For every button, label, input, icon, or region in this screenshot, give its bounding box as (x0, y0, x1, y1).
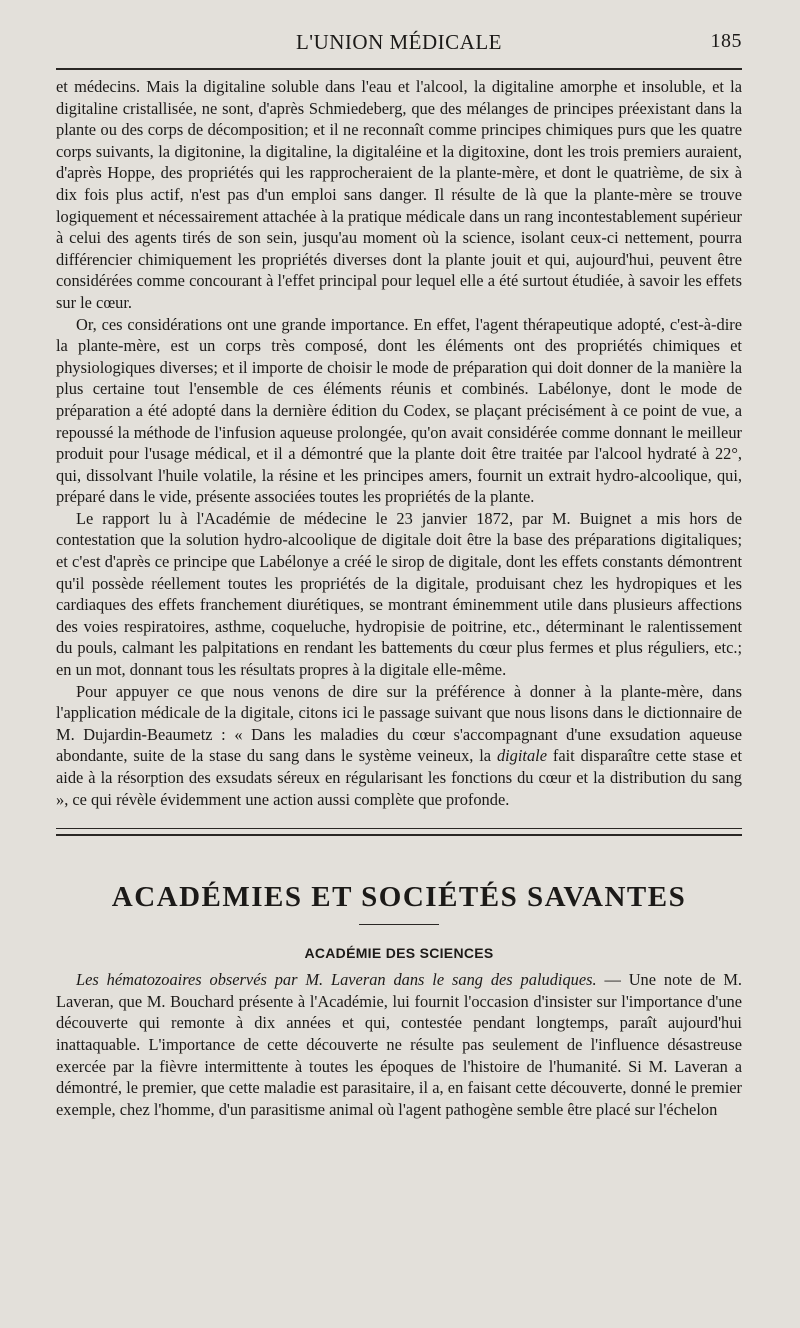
title-ornament-rule (359, 924, 439, 925)
citation-text-start: Pour appuyer ce que nous venons de dire sur la préférence à donner à la plante-mère, dans l'application médicale de la digitale, citons ici le passage suivant que nous lisons dans le dictionnaire de M. Dujardin-Beaumetz : « Dans les maladies du cœur s'accompagnant d'une exsudation aqueuse abondante, suite de la stase du sang dans le système veineux, la (56, 681, 742, 766)
section-title: ACADÉMIES ET SOCIÉTÉS SAVANTES (111, 881, 687, 914)
subsection-title: ACADÉMIE DES SCIENCES (304, 945, 494, 962)
paragraph-laveran (56, 969, 742, 1120)
paragraph-considerations: Or, ces considérations ont une grande importance. En effet, l'agent thérapeutique adopté, c'est-à-dire la plante-mère, est un corps très composé, dont les éléments ont des propriétés chimiques et physiologiques diverses; et il importe de choisir le mode de préparation qui doit donner de la manière la plus certaine tout l'ensemble de ces éléments réunis et combinés. Labélonye, dont le mode de préparation a été adopté dans la dernière édition du Codex, se plaçant précisément à ce point de vue, a repoussé la méthode de l'infusion aqueuse prolongée, qu'on avait considérée comme donnant le meilleur produit pour l'usage médical, et il a démontré que la plante doit être traitée par l'alcool hydraté à 22°, qui, dissolvant l'huile volatile, la résine et les principes amers, fournit un extrait hydro-alcoolique, qui, préparé dans le vide, présente associées toutes les propriétés de la plante. (56, 314, 742, 507)
citation-italic-word: digitale (496, 746, 548, 766)
citation-text-end: fait disparaître cette stase et aide à la résorption des exsudats séreux en régularisant les fonctions du cœur et la distribution du sang », ce qui révèle évidemment une action aussi complète que profonde. (56, 746, 742, 809)
paragraph-citation (56, 681, 742, 811)
article-lead-italic: Les hématozoaires observés par M. Laveran dans le sang des paludiques. (76, 970, 597, 990)
paragraph-digitaline: et médecins. Mais la digitaline soluble dans l'eau et l'alcool, la digitaline amorphe et insoluble, et la digitaline cristallisée, ne sont, d'après Schmiedeberg, que des mélanges de principes préexistant dans la plante ou des corps de décomposition; et il ne reconnaît comme principes chimiques purs que les quatre corps suivants, la digitonine, la digitaline, la digitaléine et la digitoxine, dont les trois premiers auraient, d'après Hoppe, des propriétés qui les rapprocheraient de la plante-mère, et dont le quatrième, de six à dix fois plus actif, n'est pas d'un emploi sans danger. Il résulte de là que la plante-mère se trouve logiquement et nécessairement attachée à la pratique médicale dans un rang incontestablement supérieur à celui des agents tirés de son sein, jusqu'au moment où la science, isolant ceux-ci nettement, pourra différencier chimiquement les propriétés diverses dont la plante jouit et qui, aujourd'hui, peuvent être considérées comme concourant à l'effet principal pour lequel elle a été surtout étudiée, à savoir les effets sur le cœur. (56, 77, 742, 312)
journal-title: L'UNION MÉDICALE (295, 30, 502, 54)
header-rule (56, 68, 742, 70)
article-body: — Une note de M. Laveran, que M. Bouchard présente à l'Académie, lui fournit l'occasion d'insister sur l'importance d'une découverte qui remonte à dix années et qui, contestée pendant longtemps, paraît aujourd'hui inattaquable. L'importance de cette découverte ne résulte pas seulement de l'influence désastreuse exercée par la fièvre intermittente à toutes les époques de l'histoire de l'humanité. Si M. Laveran a démontré, le premier, que cette maladie est parasitaire, il a, en faisant cette découverte, donné le premier exemple, chez l'homme, d'un parasitisme animal où l'agent pathogène semble être placé sur l'échelon (56, 970, 742, 1119)
page-number: 185 (710, 30, 742, 52)
section-divider (56, 828, 742, 836)
paragraph-rapport: Le rapport lu à l'Académie de médecine le 23 janvier 1872, par M. Buignet a mis hors de contestation que la solution hydro-alcoolique de digitale doit être la base des préparations digitaliques; et c'est d'après ce principe que Labélonye a créé le sirop de digitale, dont les effets constants démontrent qu'il possède réellement toutes les propriétés de la digitale, produisant chez les hydropiques et les cardiaques des effets franchement diurétiques, se montrant éminemment utile dans plusieurs affections des voies respiratoires, asthme, coqueluche, hydropisie de poitrine, etc., déterminant le ralentissement du pouls, calmant les palpitations en rendant les battements du cœur plus fermes et plus réguliers, etc.; en un mot, donnant tous les résultats propres à la digitale elle-même. (56, 508, 742, 680)
running-head (56, 26, 742, 58)
